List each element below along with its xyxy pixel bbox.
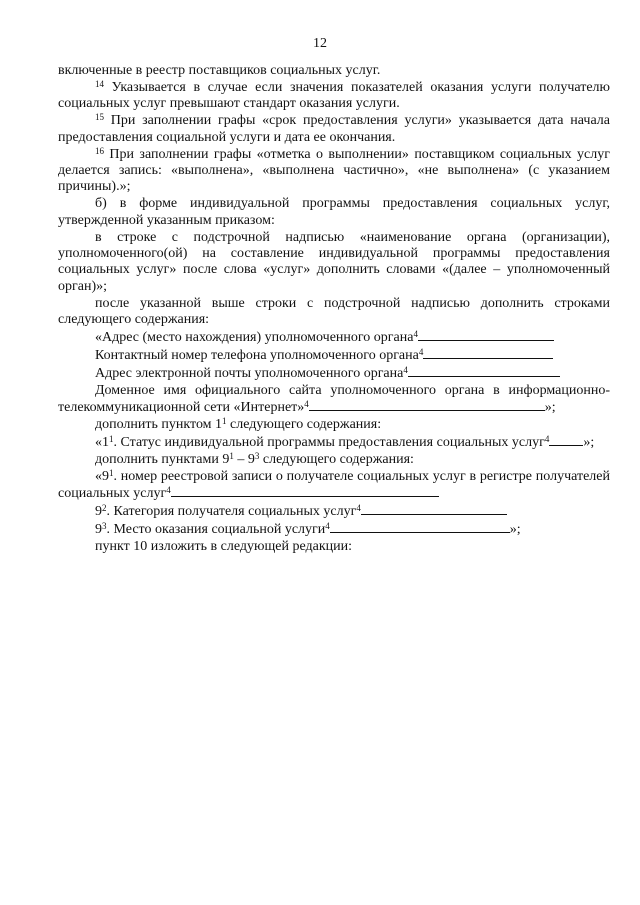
paragraph-add-9 [58, 452, 610, 468]
text: Указывается в случае если значения показателей оказания услуги получателю социальных услуг превышают стандарт оказания услуги. [58, 79, 610, 112]
text: следующего содержания: [259, 451, 414, 467]
field-line-email [58, 365, 610, 382]
paragraph-continuation [58, 63, 610, 79]
document-body [58, 63, 610, 556]
text: Доменное имя официального сайта уполномоченного органа в информационно-телекоммуникационной сети «Интернет» [58, 382, 610, 416]
text: 9 [95, 521, 102, 537]
paragraph-b1 [58, 230, 610, 296]
text: – 9 [233, 451, 255, 467]
superscript: 3 [254, 450, 260, 461]
blank-line [423, 347, 553, 359]
field-line-phone [58, 347, 610, 364]
footnote-mark: 4 [403, 364, 408, 375]
text: дополнить пунктом 1 [95, 417, 223, 433]
superscript: 1 [109, 433, 114, 444]
text: после указанной выше строки с подстрочной надписью дополнить строками следующего содержания: [58, 295, 610, 328]
item-9-3 [58, 521, 610, 538]
footnote-14 [58, 80, 610, 113]
text: «Адрес (место нахождения) уполномоченного органа [95, 330, 414, 345]
text: . Категория получателя социальных услуг [106, 504, 357, 520]
field-line-domain [58, 383, 610, 417]
text: пункт 10 изложить в следующей редакции: [95, 538, 352, 554]
text: 9 [95, 504, 102, 520]
item-1-1 [58, 434, 610, 451]
text: следующего содержания: [226, 417, 382, 433]
footnote-mark: 4 [325, 520, 330, 531]
blank-line [361, 503, 507, 515]
paragraph-10 [58, 539, 610, 555]
blank-line [309, 399, 545, 411]
text: »; [583, 434, 595, 450]
footnote-mark: 4 [413, 329, 418, 339]
blank-line [408, 365, 560, 377]
text: . номер реестровой записи о получателе социальных услуг в регистре получателей социальных услуг [58, 468, 610, 502]
text: При заполнении графы «срок предоставления услуги» указывается дата начала предоставления социальной услуги и дата ее окончания. [58, 113, 610, 145]
text: б) в форме индивидуальной программы предоставления социальных услуг, утвержденной указанным приказом: [58, 196, 610, 228]
text: «9 [95, 468, 109, 484]
field-line-address [58, 329, 610, 346]
footnote-mark: 15 [95, 112, 104, 123]
text: Адрес электронной почты уполномоченного органа [95, 365, 404, 381]
footnote-mark: 4 [304, 399, 309, 410]
footnote-mark: 4 [544, 433, 550, 444]
item-9-2 [58, 503, 610, 520]
text: »; [509, 521, 521, 537]
superscript: 1 [109, 467, 114, 478]
footnote-mark: 4 [166, 485, 171, 496]
text: При заполнении графы «отметка о выполнении» поставщиком социальных услуг делается запись: «выполнена», «выполнена частично», «не выполнена» (с указанием причины).»; [58, 146, 610, 195]
blank-line [171, 485, 439, 497]
text: . Статус индивидуальной программы предоставления социальных услуг [113, 434, 545, 450]
superscript: 1 [229, 450, 234, 461]
paragraph-b2 [58, 296, 610, 329]
text: »; [544, 400, 556, 416]
paragraph-b [58, 196, 610, 229]
text: включенные в реестр поставщиков социальных услуг. [58, 63, 381, 78]
footnote-mark: 4 [356, 503, 361, 514]
footnote-mark: 14 [95, 78, 104, 89]
footnote-mark: 16 [95, 145, 104, 156]
text: «1 [95, 434, 109, 450]
text: Контактный номер телефона уполномоченного органа [95, 347, 419, 363]
text: в строке с подстрочной надписью «наименование органа (организации), уполномоченного(ой) на составление индивидуальной программы предоставления социальных услуг» после слова «услуг» дополнить словами «(далее – уполномоченный орган)»; [58, 229, 610, 294]
text: дополнить пунктами 9 [95, 451, 230, 467]
text: . Место оказания социальной услуги [106, 521, 326, 537]
footnote-mark: 4 [418, 346, 424, 357]
footnote-15 [58, 113, 610, 146]
footnote-16 [58, 147, 610, 196]
blank-line [549, 434, 583, 446]
superscript: 2 [102, 503, 107, 514]
page-number: 12 [313, 36, 327, 51]
blank-line [330, 521, 510, 533]
superscript: 1 [222, 416, 227, 427]
blank-line [418, 329, 554, 341]
item-9-1 [58, 469, 610, 503]
superscript: 3 [102, 520, 107, 531]
paragraph-add-1-1 [58, 417, 610, 433]
